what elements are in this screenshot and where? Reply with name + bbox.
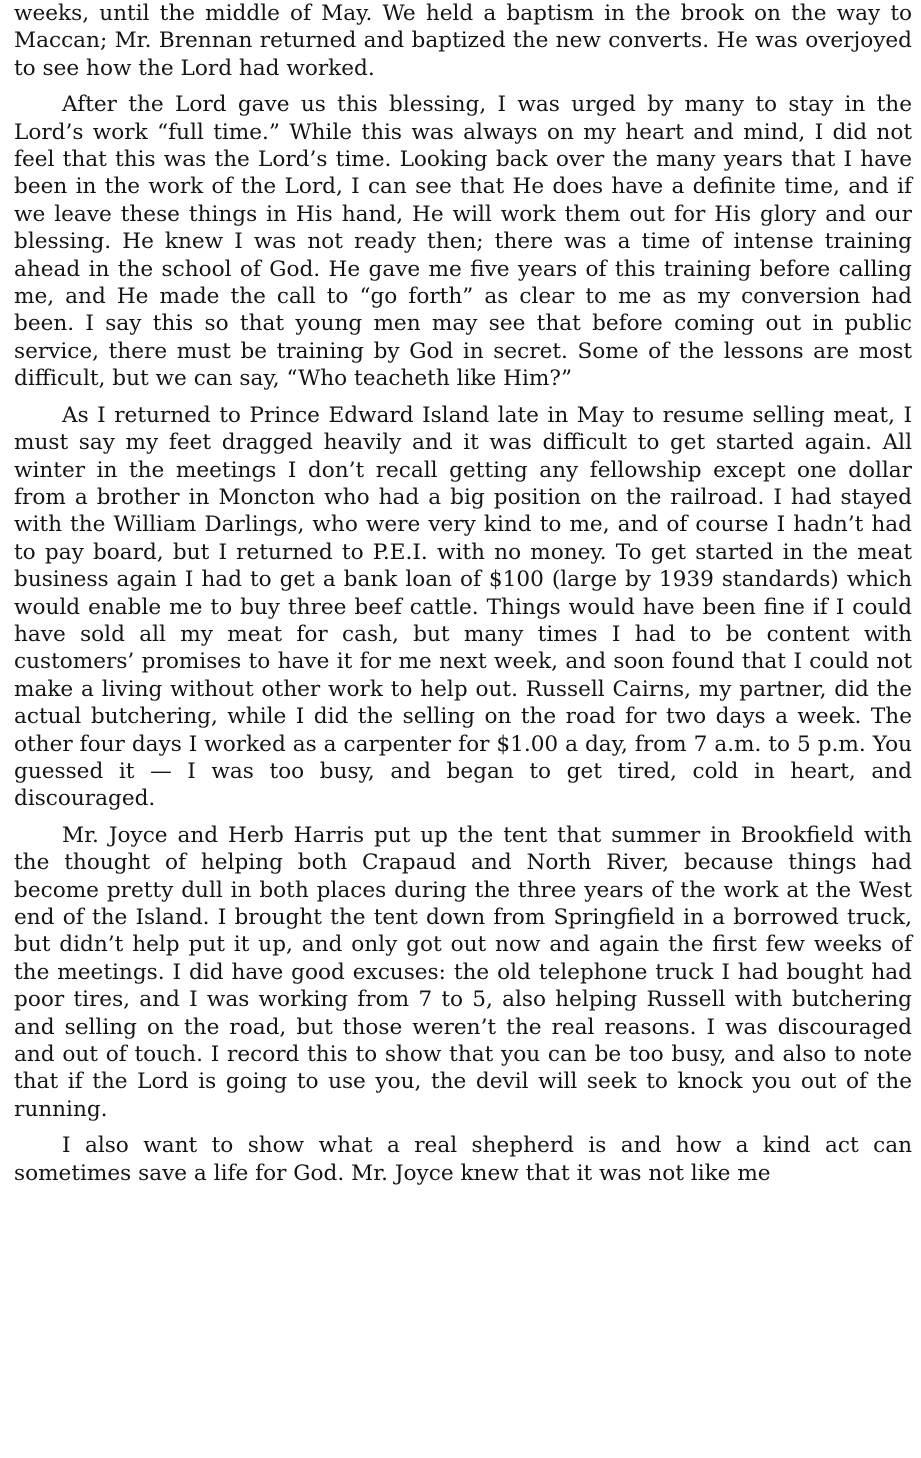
paragraph-full-time-call: After the Lord gave us this blessing, I was urged by many to stay in the Lord’s work “full time.” While this was always on my heart and mind, I did not feel that this was the Lord’s time. Looking back over the many years that I have been in the work of the Lord, I can see that He does have a definite time, and if we leave these things in His hand, He will work them out for His glory and our blessing. He knew I was not ready then; there was a time of intense training ahead in the school of God. He gave me five years of this training before calling me, and He made the call to “go forth” as clear to me as my conversion had been. I say this so that young men may see that before coming out in public service, there must be training by God in secret. Some of the lessons are most difficult, but we can say, “Who teacheth like Him?”	[14, 92, 912, 392]
paragraph-return-to-pei: As I returned to Prince Edward Island late in May to resume selling meat, I must say my feet dragged heavily and it was difficult to get started again. All winter in the meetings I don’t recall getting any fellowship except one dollar from a brother in Moncton who had a big position on the railroad. I had stayed with the William Darlings, who were very kind to me, and of course I hadn’t had to pay board, but I returned to P.E.I. with no money. To get started in the meat business again I had to get a bank loan of $100 (large by 1939 standards) which would enable me to buy three beef cattle. Things would have been fine if I could have sold all my meat for cash, but many times I had to be content with customers’ promises to have it for me next week, and soon found that I could not make a living without other work to help out. Russell Cairns, my partner, did the actual butchering, while I did the selling on the road for two days a week. The other four days I worked as a carpenter for $1.00 a day, from 7 a.m. to 5 p.m. You guessed it — I was too busy, and began to get tired, cold in heart, and discouraged.	[14, 402, 912, 812]
paragraph-real-shepherd: I also want to show what a real shepherd is and how a kind act can sometimes save a life for God. Mr. Joyce knew that it was not like me	[14, 1133, 912, 1186]
paragraph-continuation: weeks, until the middle of May. We held a baptism in the brook on the way to Maccan; Mr. Brennan returned and baptized the new converts. He was overjoyed to see how the Lord had worked.	[14, 1, 912, 81]
book-page	[14, 0, 912, 1196]
paragraph-tent-meetings: Mr. Joyce and Herb Harris put up the tent that summer in Brookfield with the thought of helping both Crapaud and North River, because things had become pretty dull in both places during the three years of the work at the West end of the Island. I brought the tent down from Springfield in a borrowed truck, but didn’t help put it up, and only got out now and again the first few weeks of the meetings. I did have good excuses: the old telephone truck I had bought had poor tires, and I was working from 7 to 5, also helping Russell with butchering and selling on the road, but those weren’t the real reasons. I was discouraged and out of touch. I record this to show that you can be too busy, and also to note that if the Lord is going to use you, the devil will seek to knock you out of the running.	[14, 822, 912, 1122]
